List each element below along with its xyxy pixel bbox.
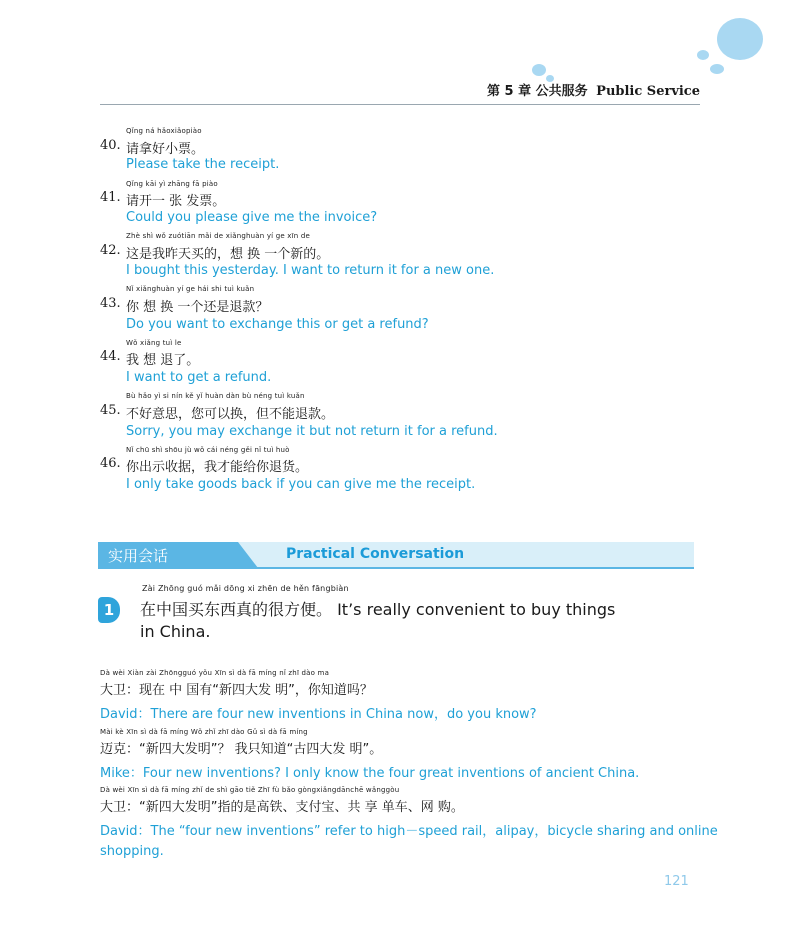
pinyin: Dà wèi Xiàn zài Zhōngguó yǒu Xīn sì dà fā míng nǐ zhī dào ma [100, 669, 330, 677]
sentence-cn: 不好意思，您可以换，但不能退款。 [126, 407, 335, 422]
sentence-number: 44. [100, 349, 121, 364]
dialogue-line-cn: 迈克：“新四大发明”？ 我只知道“古四大发 明”。 [100, 742, 383, 757]
sentence-en: I want to get a refund. [126, 370, 272, 385]
pinyin: Dà wèi Xīn sì dà fā míng zhǐ de shì gāo tiě Zhī fù bǎo gòngxiǎngdānchē wǎnggòu [100, 786, 400, 794]
sentence-en: Do you want to exchange this or get a refund? [126, 317, 429, 332]
dialogue-title-line2: in China. [140, 622, 211, 641]
pinyin: Qǐng ná hǎoxiǎopiào [126, 127, 202, 135]
sentence-en: I only take goods back if you can give me the receipt. [126, 477, 476, 492]
decor-bubble-small [532, 64, 546, 76]
section-underline [98, 567, 694, 569]
pinyin: Zhè shì wǒ zuótiān mǎi de xiǎnghuàn yí ge xīn de [126, 232, 311, 240]
pinyin: Bù hǎo yì si nín kě yǐ huàn dàn bù néng tuì kuǎn [126, 392, 305, 400]
sentence-en: Please take the receipt. [126, 157, 280, 172]
dialogue-line-en: David：The “four new inventions” refer to high－speed rail，alipay，bicycle sharing and online [100, 824, 718, 839]
dialogue-line-en: Mike：Four new inventions? I only know the four great inventions of ancient China. [100, 766, 640, 781]
dialogue-title-line1: 在中国买东西真的很方便。 It’s really convenient to buy things [140, 600, 616, 619]
dialogue-line-en-cont: shopping. [100, 844, 164, 859]
sentence-number: 40. [100, 138, 121, 153]
decor-bubble-large [717, 18, 763, 60]
pinyin: Mài kè Xīn sì dà fā míng Wǒ zhǐ zhī dào Gǔ sì dà fā míng [100, 728, 308, 736]
sentence-cn: 请拿好小票。 [126, 142, 205, 157]
dialogue-line-cn: 大卫：“新四大发明”指的是高铁、支付宝、共 享 单车、网 购。 [100, 800, 464, 815]
section-title-cn: 实用会话 [108, 547, 169, 565]
chapter-title-en: Public Service [596, 84, 700, 99]
sentence-en: I bought this yesterday. I want to return it for a new one. [126, 263, 495, 278]
section-title-en: Practical Conversation [286, 546, 465, 562]
dialogue-line-en: David：There are four new inventions in China now，do you know? [100, 707, 537, 722]
chapter-title-cn: 第 5 章 公共服务 [487, 84, 588, 99]
chapter-header [487, 80, 700, 99]
sentence-number: 46. [100, 456, 121, 471]
pinyin: Wǒ xiǎng tuì le [126, 339, 182, 347]
header-divider [100, 104, 700, 105]
sentence-number: 43. [100, 296, 121, 311]
sentence-en: Sorry, you may exchange it but not return it for a refund. [126, 424, 498, 439]
sentence-number: 42. [100, 243, 121, 258]
sentence-en: Could you please give me the invoice? [126, 210, 378, 225]
pinyin: Nǐ xiǎnghuàn yí ge hái shi tuì kuǎn [126, 285, 255, 293]
sentence-cn: 请开一 张 发票。 [126, 194, 226, 209]
decor-bubble-small [710, 64, 724, 74]
pinyin: Qǐng kāi yì zhāng fā piào [126, 180, 218, 188]
sentence-number: 41. [100, 190, 121, 205]
sentence-number: 45. [100, 403, 121, 418]
sentence-cn: 你 想 换 一个还是退款？ [126, 300, 269, 315]
pinyin: Nǐ chū shì shōu jù wǒ cái néng gěi nǐ tuì huò [126, 446, 290, 454]
title-pinyin: Zài Zhōng guó mǎi dōng xi zhēn de hěn fāngbiàn [142, 584, 349, 593]
sentence-cn: 我 想 退了。 [126, 353, 200, 368]
section-header [98, 542, 694, 568]
sentence-cn: 你出示收据，我才能给你退货。 [126, 460, 309, 475]
page-number: 121 [664, 874, 689, 889]
decor-bubble-small [697, 50, 709, 60]
dialogue-line-cn: 大卫：现在 中 国有“新四大发 明”，你知道吗？ [100, 683, 373, 698]
sentence-cn: 这是我昨天买的，想 换 一个新的。 [126, 247, 330, 262]
dialogue-number-badge: 1 [98, 597, 120, 623]
